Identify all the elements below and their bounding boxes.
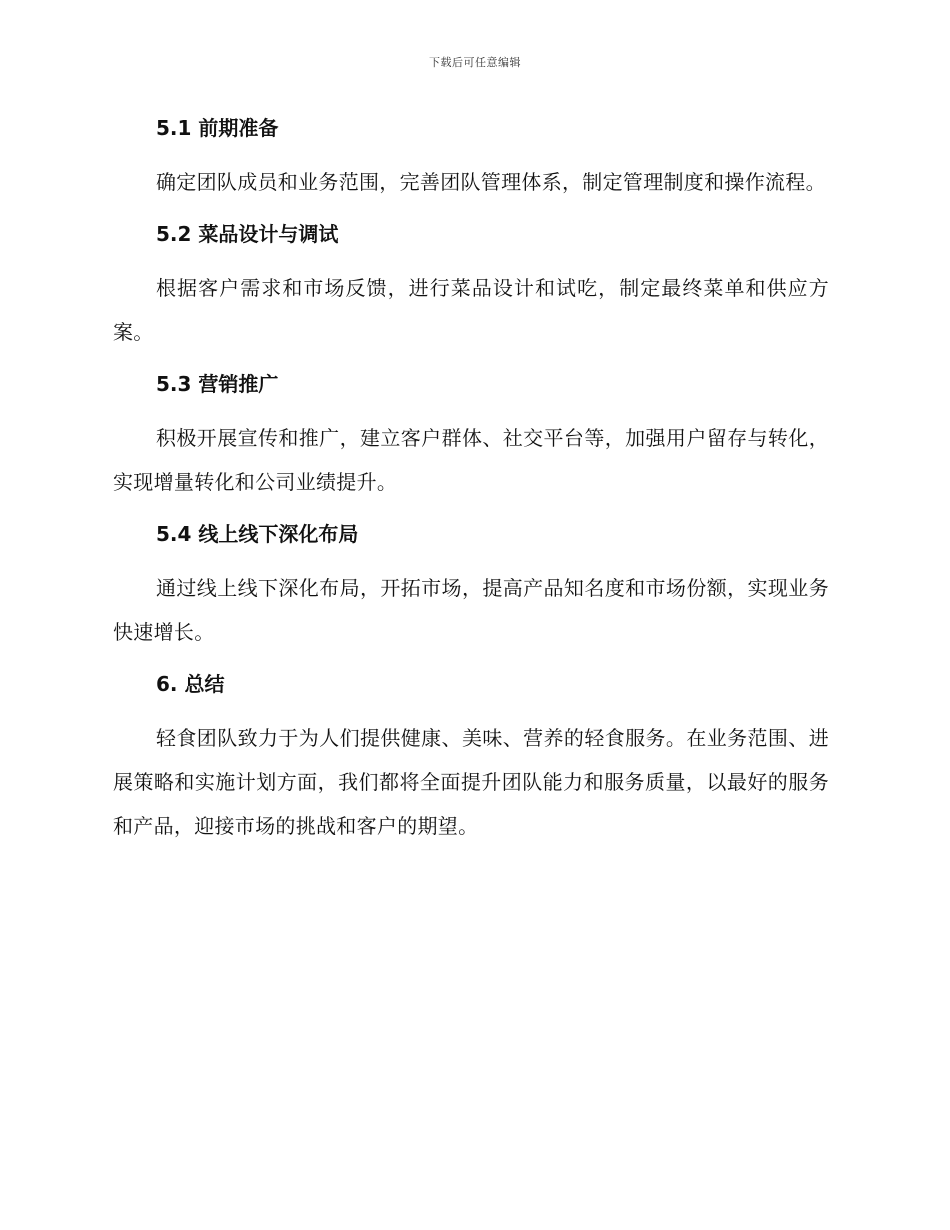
section-paragraph: 确定团队成员和业务范围，完善团队管理体系，制定管理制度和操作流程。 xyxy=(156,170,826,194)
section-heading: 5.1 前期准备 xyxy=(156,116,279,140)
section-heading: 6. 总结 xyxy=(156,672,225,696)
section-heading: 5.3 营销推广 xyxy=(156,372,279,396)
section-paragraph: 积极开展宣传和推广，建立客户群体、社交平台等，加强用户留存与转化，实现增量转化和公司业绩提升。 xyxy=(113,426,829,494)
section-6 xyxy=(113,666,829,848)
section-paragraph: 根据客户需求和市场反馈，进行菜品设计和试吃，制定最终菜单和供应方案。 xyxy=(113,276,829,344)
section-heading: 5.4 线上线下深化布局 xyxy=(156,522,359,546)
section-paragraph: 轻食团队致力于为人们提供健康、美味、营养的轻食服务。在业务范围、进展策略和实施计划方面，我们都将全面提升团队能力和服务质量，以最好的服务和产品，迎接市场的挑战和客户的期望。 xyxy=(113,726,829,838)
section-paragraph: 通过线上线下深化布局，开拓市场，提高产品知名度和市场份额，实现业务快速增长。 xyxy=(113,576,829,644)
section-5-1 xyxy=(113,110,829,210)
section-heading: 5.2 菜品设计与调试 xyxy=(156,222,339,246)
section-5-4 xyxy=(113,516,829,660)
document-body xyxy=(113,110,829,854)
section-5-2 xyxy=(113,216,829,360)
header-note: 下载后可任意编辑 xyxy=(429,56,521,69)
section-5-3 xyxy=(113,366,829,510)
